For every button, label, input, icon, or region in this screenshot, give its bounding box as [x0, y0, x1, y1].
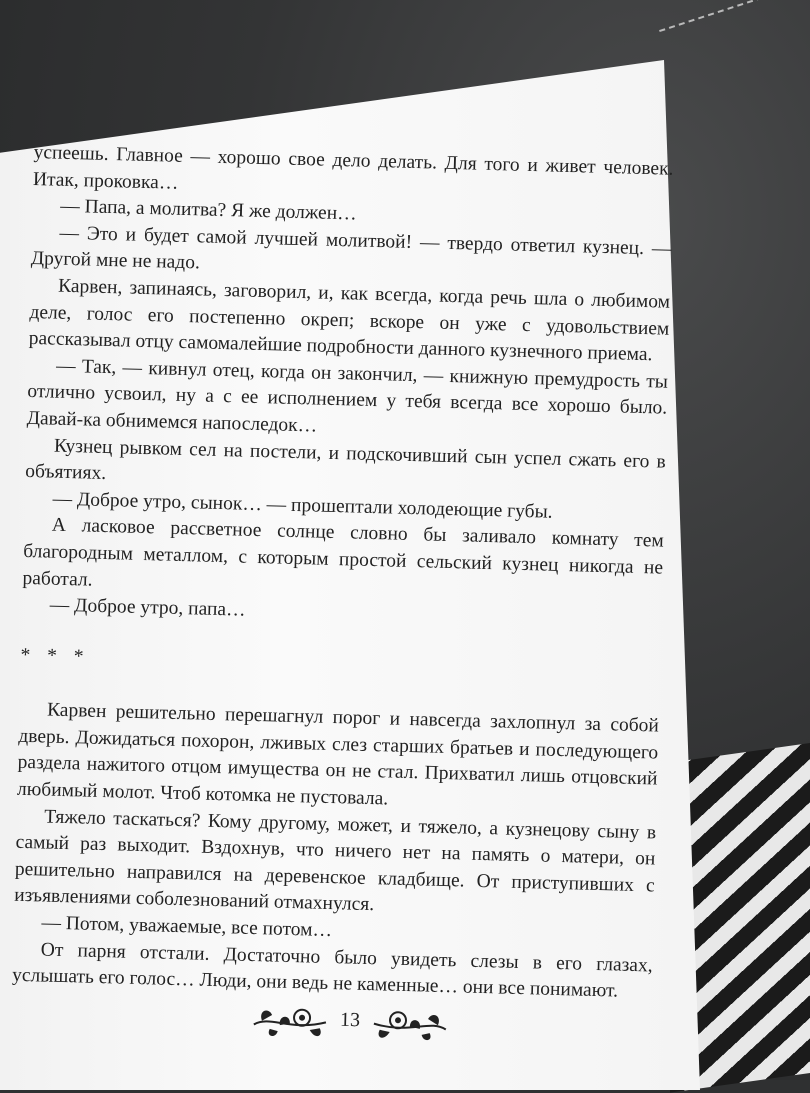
paragraph: Карвен решительно перешагнул порог и навсегда захлопнул за собой дверь. Дожидаться похорон, лживых слез старших братьев и последующего раздела нажитого отцом имущества он не стал. Прихватил лишь отцовский любимый молот. Чтоб котомка не пустовала.	[16, 699, 660, 810]
page-footer	[249, 987, 451, 1052]
paragraph: — Потом, уважаемые, все потом…	[41, 912, 333, 942]
floral-ornament-icon	[249, 994, 330, 1042]
paragraph: успеешь. Главное — хорошо свое дело делать. Для того и живет человек. Итак, проковка…	[32, 141, 674, 194]
page-number: 13	[339, 1008, 361, 1031]
page-text	[12, 140, 674, 1006]
paragraph: — Доброе утро, сынок… — прошептали холодеющие губы.	[52, 488, 553, 523]
floral-ornament-icon	[369, 998, 450, 1046]
paragraph: От парня отстали. Достаточно было увидеть слезы в его глазах, услышать его голос… Люди, они ведь не каменные… они все понимают.	[11, 939, 653, 1002]
paragraph: Тяжело таскаться? Кому другому, может, и тяжело, а кузнецову сыну в самый раз выходит. Вздохнув, что ничего нет на память о матери, он решительно направился на деревенское кладбище. От приступивших с изъявлениями соболезнований отмахнулся.	[13, 806, 657, 916]
paragraph: А ласковое рассветное солнце словно бы заливало комнату тем благородным металлом, с которым простой сельский кузнец никогда не работал.	[22, 514, 664, 591]
text-block-2	[12, 697, 659, 1006]
paragraph: — Доброе утро, папа…	[49, 594, 246, 621]
text-block-1	[21, 140, 673, 635]
paragraph: — Так, — кивнул отец, когда он закончил, — книжную премудрость ты отлично усвоил, ну а с ее исполнением у тебя всегда все хорошо было. Давай-ка обнимемся напоследок…	[26, 355, 669, 437]
paragraph: — Папа, а молитва? Я же должен…	[59, 195, 357, 225]
paragraph: — Это и будет самой лучшей молитвой! — твердо ответил кузнец. — Другой мне не надо.	[30, 222, 672, 274]
section-separator: * * *	[20, 644, 90, 668]
paragraph: Кузнец рывком сел на постели, и подскочивший сын успел сжать его в объятиях.	[25, 435, 667, 485]
paragraph: Карвен, запинаясь, заговорил, и, как всегда, когда речь шла о любимом деле, голос его постепенно окреп; вскоре он уже с удовольствием рассказывал отцу самомалейшие подробности данного кузнечного приема.	[28, 275, 671, 366]
